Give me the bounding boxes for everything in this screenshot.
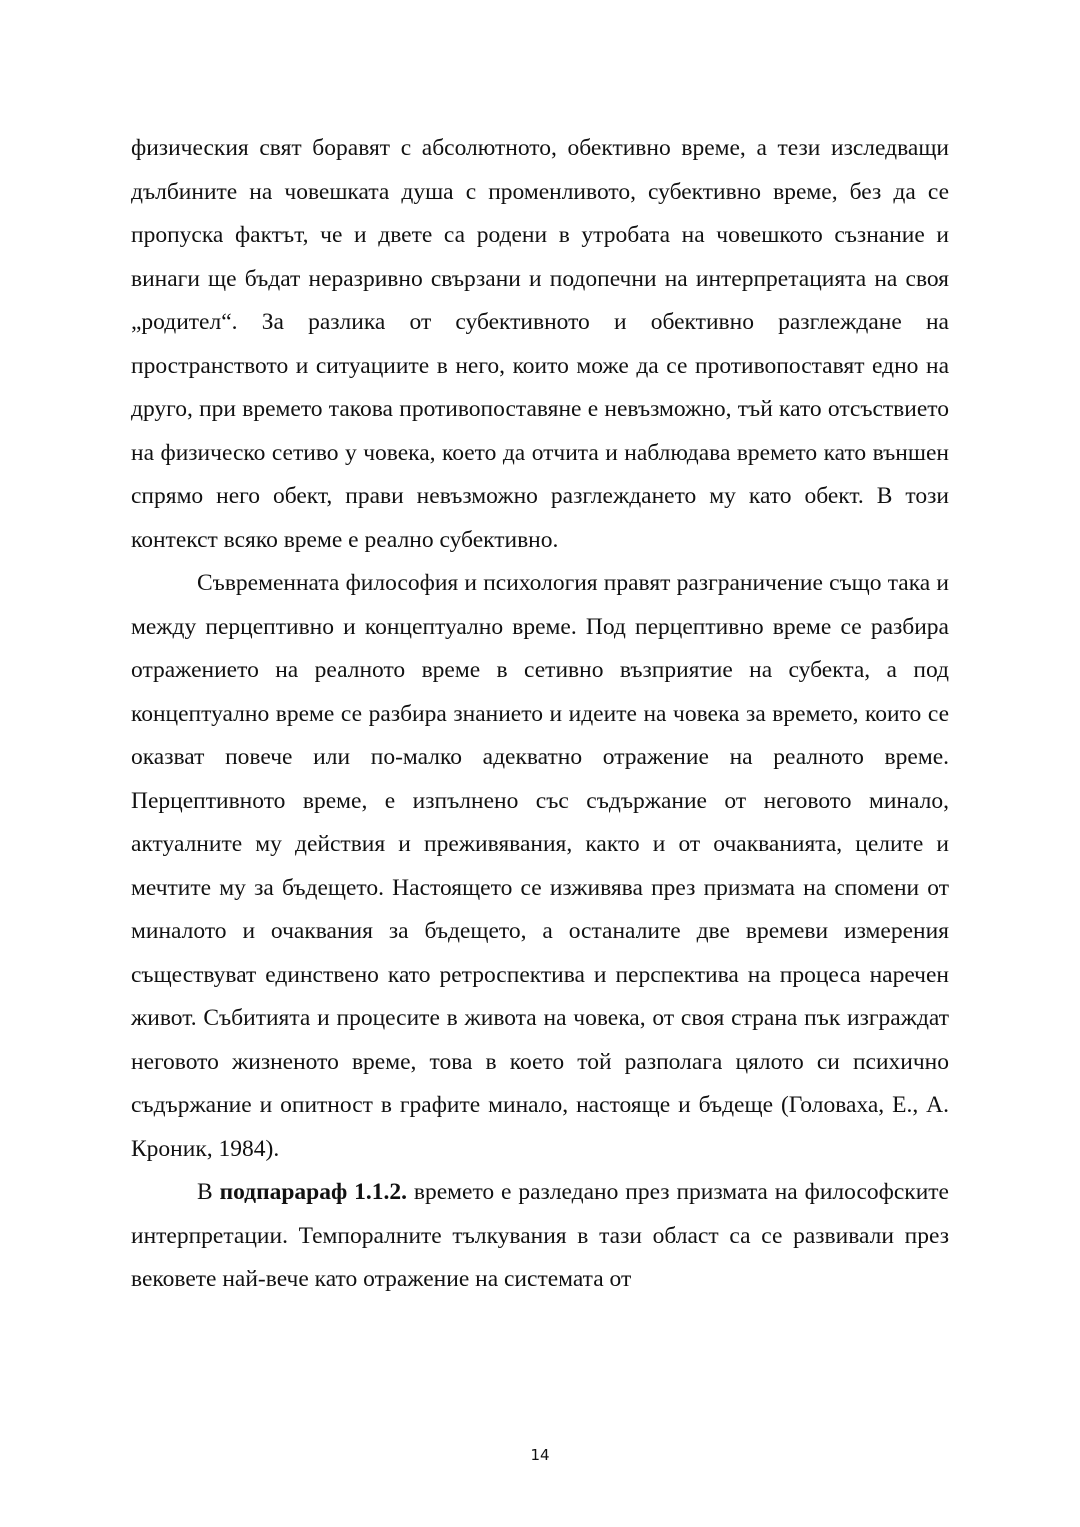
paragraph-2: Съвременната философия и психология правят разграничение също така и между перцептивно и концептуално време. Под перцептивно време се разбира отражението на реалното време в сетивно възприятие на субекта, а под концептуално време се разбира знанието и идеите на човека за времето, които се оказват повече или по-малко адекватно отражение на реалното време. Перцептивното време, е изпълнено със съдържание от неговото минало, актуалните му действия и преживявания, както и от очакванията, целите и мечтите му за бъдещето. Настоящето се изживява през призмата на спомени от миналото и очаквания за бъдещето, а останалите две времеви измерения съществуват единствено като ретроспектива и перспектива на процеса наречен живот. Събитията и процесите в живота на човека, от своя страна пък изграждат неговото жизненото време, това в което той разполага цялото си психично съдържание и опитност в графите минало, настояще и бъдеще (Головаха, Е., А. Кроник, 1984). <box>131 570 949 1162</box>
body-text <box>131 127 949 1302</box>
paragraph-3-text: времето е разледано през призмата на философските интерпретации. Темпоралните тълкувания в тази област са се развивали през вековете най-вече като отражение на системата от <box>131 1179 949 1292</box>
subparagraph-reference: подпарараф 1.1.2. <box>219 1179 408 1205</box>
page-number: 14 <box>530 1446 550 1464</box>
paragraph-3-prefix: В <box>197 1179 213 1205</box>
paragraph-1: физическия свят боравят с абсолютното, обективно време, а тези изследващи дълбините на човешката душа с променливото, субективно време, без да се пропуска фактът, че и двете са родени в утробата на човешкото съзнание и винаги ще бъдат неразривно свързани и подопечни на интерпретацията на своя „родител“. За разлика от субективното и обективно разглеждане на пространството и ситуациите в него, които може да се противопоставят едно на друго, при времето такова противопоставяне е невъзможно, тъй като отсъствието на физическо сетиво у човека, което да отчита и наблюдава времето като външен спрямо него обект, прави невъзможно разглеждането му като обект. В този контекст всяко време е реално субективно. <box>131 135 949 553</box>
paragraph-3 <box>131 1171 949 1302</box>
